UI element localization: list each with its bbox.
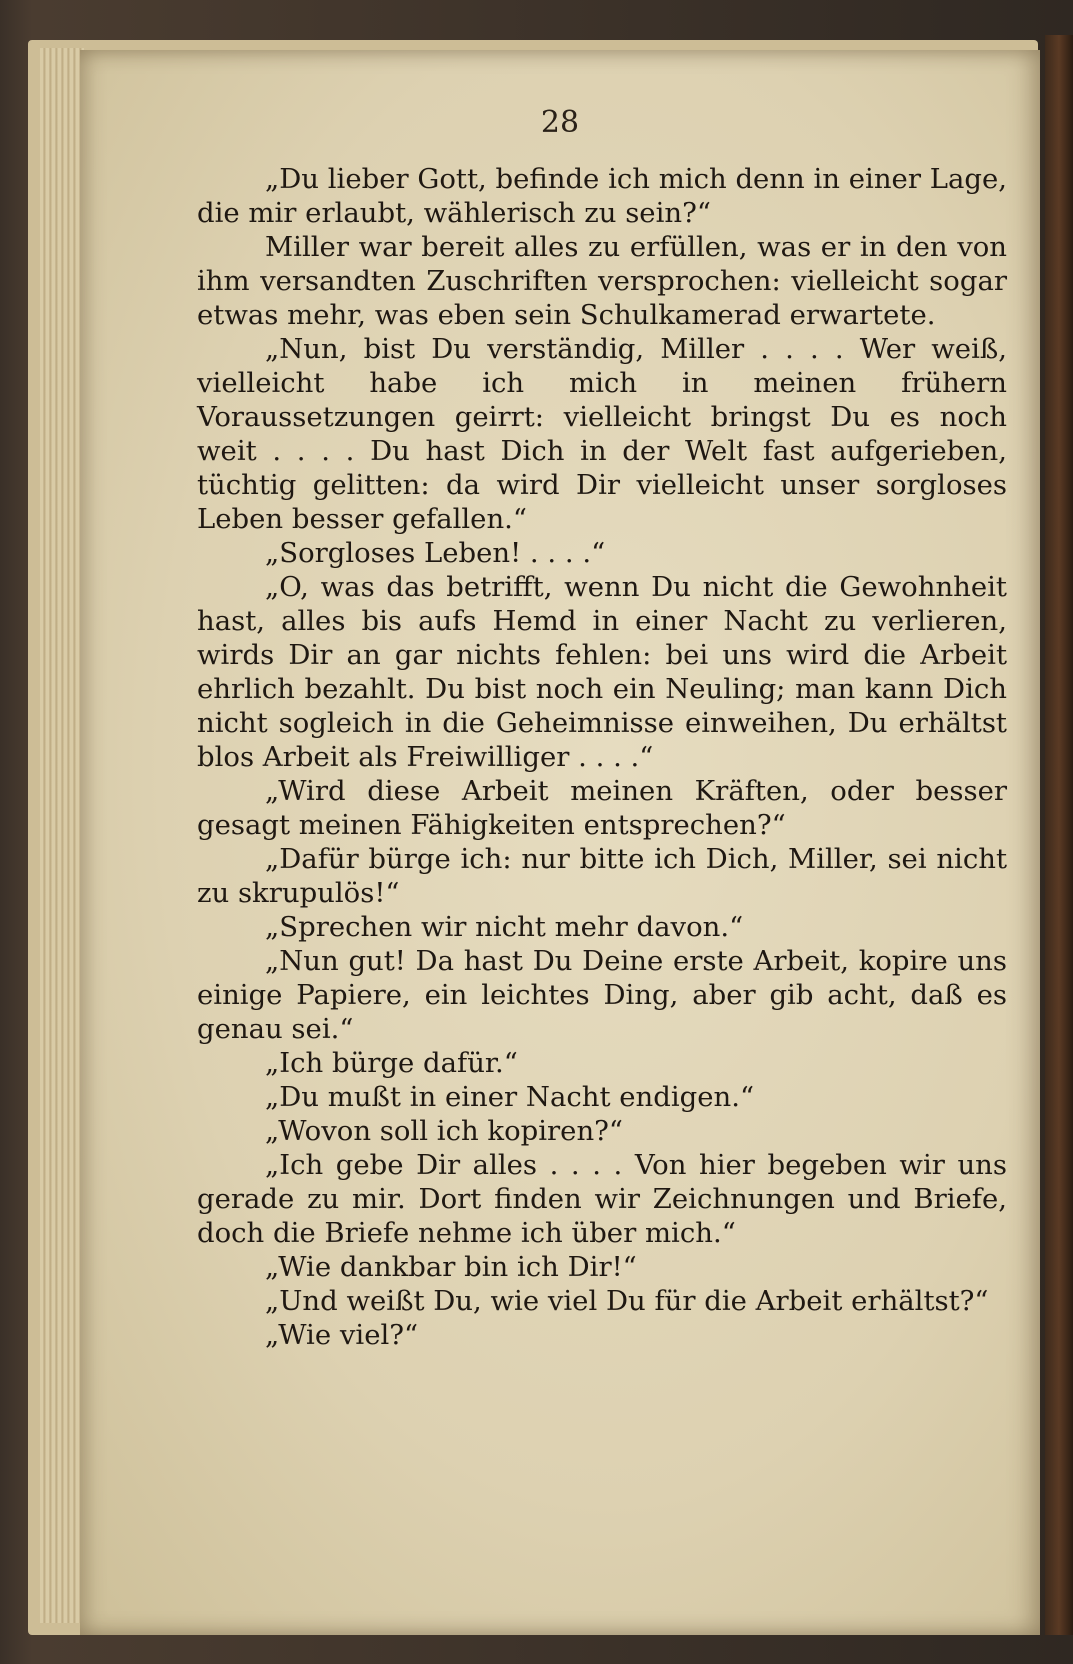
page-edges <box>40 48 84 1623</box>
paragraph: „Sprechen wir nicht mehr davon.“ <box>265 911 744 943</box>
paragraph: „Wie viel?“ <box>265 1319 419 1351</box>
paragraph: „Ich bürge dafür.“ <box>265 1047 518 1079</box>
paragraph: Miller war bereit alles zu erfüllen, was er in den von ihm versandten Zuschriften versprochen: vielleicht sogar etwas mehr, was eben sein Schulkamerad erwartete. <box>197 231 1007 331</box>
paragraph: „Wird diese Arbeit meinen Kräften, oder besser gesagt meinen Fähigkeiten entsprechen?“ <box>197 775 1007 841</box>
page-text <box>197 162 1007 1352</box>
paragraph: „O, was das betrifft, wenn Du nicht die Gewohnheit hast, alles bis aufs Hemd in einer Nacht zu verlieren, wirds Dir an gar nichts fehlen: bei uns wird die Arbeit ehrlich bezahlt. Du bist noch ein Neuling; man kann Dich nicht sogleich in die Geheimnisse einweihen, Du erhältst blos Arbeit als Freiwilliger . . . .“ <box>197 571 1007 773</box>
paragraph: „Du lieber Gott, befinde ich mich denn in einer Lage, die mir erlaubt, wählerisch zu sein?“ <box>197 163 1007 229</box>
paragraph: „Du mußt in einer Nacht endigen.“ <box>265 1081 755 1113</box>
book-cover-edge <box>1045 35 1073 1635</box>
page-number: 28 <box>540 105 580 140</box>
paragraph: „Und weißt Du, wie viel Du für die Arbeit erhältst?“ <box>265 1285 989 1317</box>
book-page <box>80 50 1040 1635</box>
paragraph: „Wie dankbar bin ich Dir!“ <box>265 1251 637 1283</box>
paragraph: „Ich gebe Dir alles . . . . Von hier begeben wir uns gerade zu mir. Dort finden wir Zeichnungen und Briefe, doch die Briefe nehme ich über mich.“ <box>197 1149 1007 1249</box>
paragraph: „Wovon soll ich kopiren?“ <box>265 1115 623 1147</box>
paragraph: „Nun, bist Du verständig, Miller . . . . Wer weiß, vielleicht habe ich mich in meinen frühern Voraussetzungen geirrt: vielleicht bringst Du es noch weit . . . . Du hast Dich in der Welt fast aufgerieben, tüchtig gelitten: da wird Dir vielleicht unser sorgloses Leben besser gefallen.“ <box>197 333 1007 535</box>
paragraph: „Sorgloses Leben! . . . .“ <box>265 537 606 569</box>
paragraph: „Nun gut! Da hast Du Deine erste Arbeit, kopire uns einige Papiere, ein leichtes Ding, aber gib acht, daß es genau sei.“ <box>197 945 1007 1045</box>
paragraph: „Dafür bürge ich: nur bitte ich Dich, Miller, sei nicht zu skrupulös!“ <box>197 843 1007 909</box>
